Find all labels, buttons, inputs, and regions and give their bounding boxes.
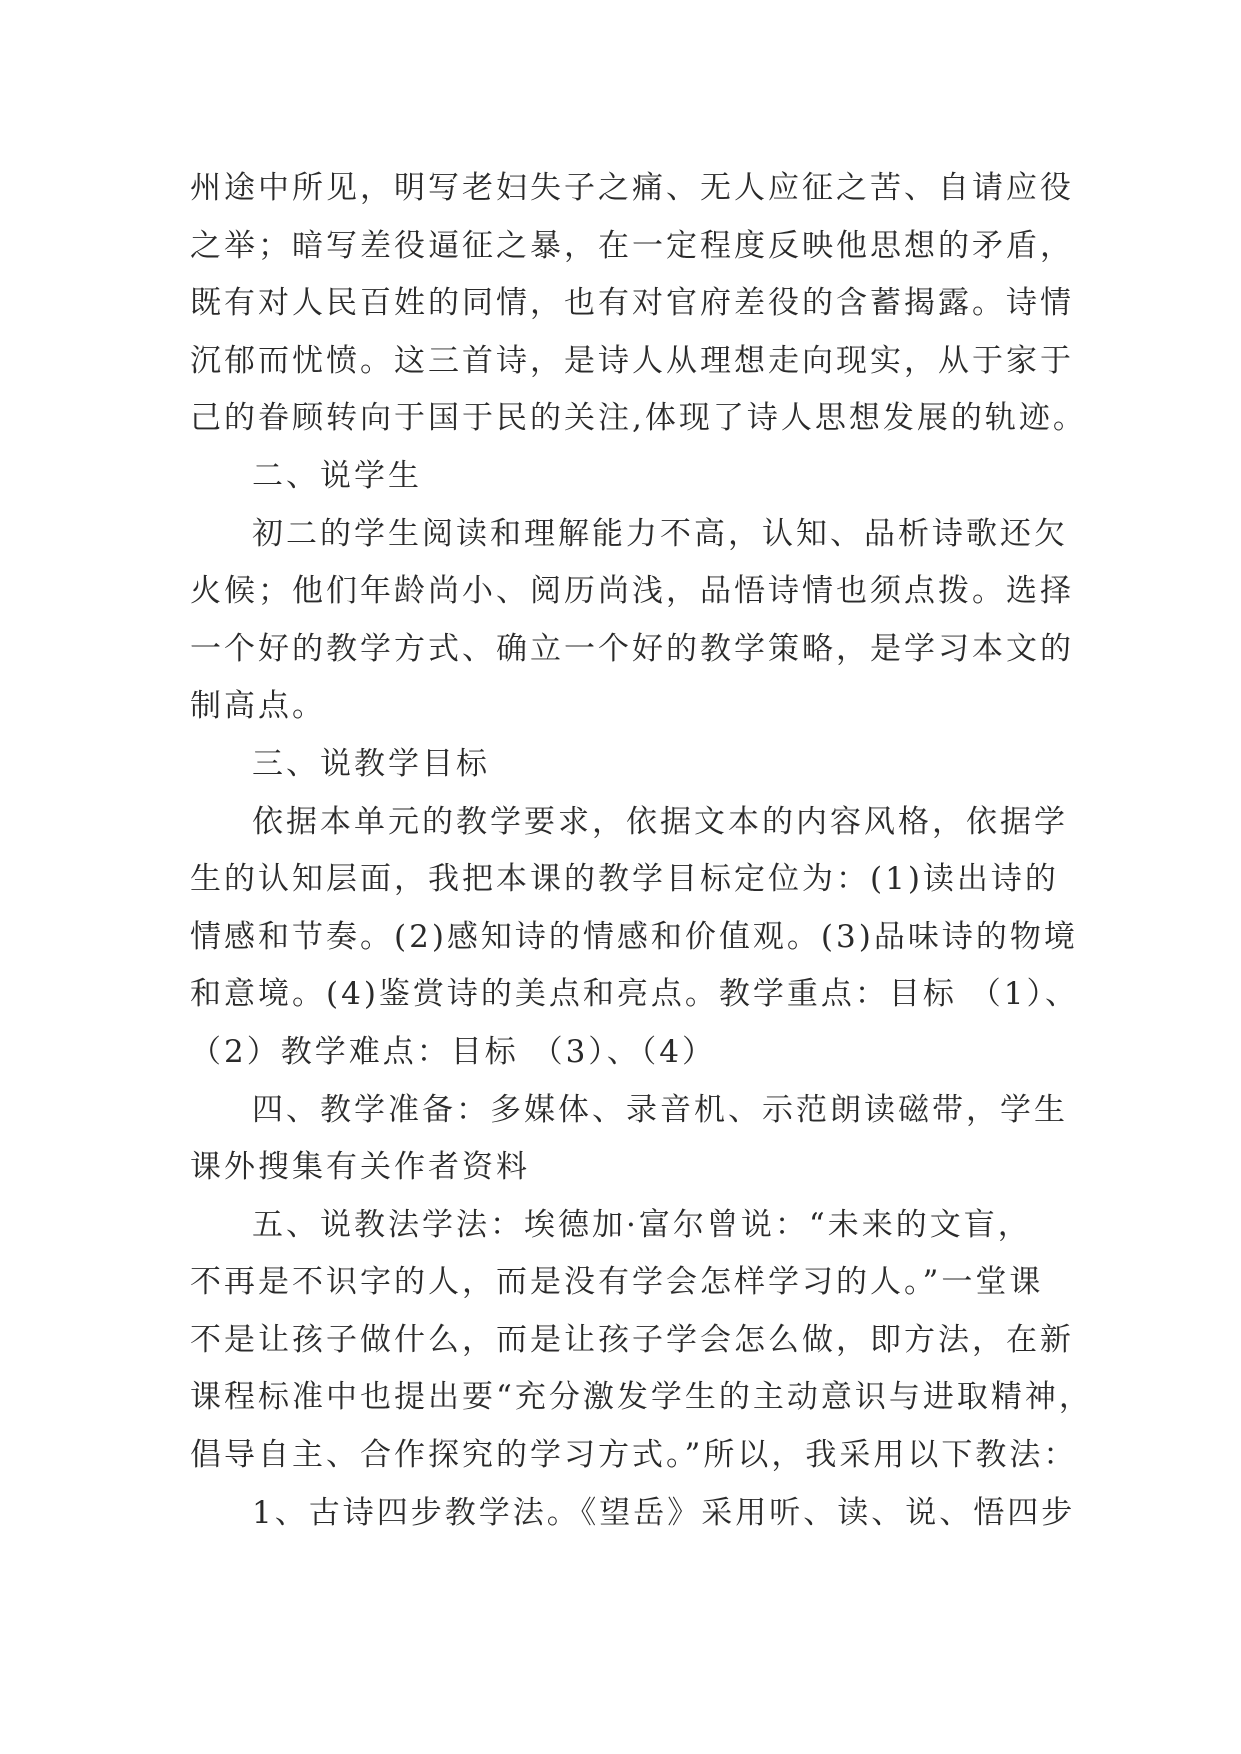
- list-item-method-1: 1、古诗四步教学法。《望岳》采用听、读、说、悟四步: [252, 1494, 1076, 1531]
- section-heading-students: 二、说学生: [252, 457, 422, 494]
- text-line: 火候；他们年龄尚小、阅历尚浅，品悟诗情也须点拨。选择: [190, 573, 1074, 610]
- text-line: 不再是不识字的人，而是没有学会怎样学习的人。”一堂课: [190, 1264, 1044, 1301]
- text-line: 和意境。(4)鉴赏诗的美点和亮点。教学重点：目标 （1）、: [190, 976, 1079, 1013]
- text-line: 情感和节奏。(2)感知诗的情感和价值观。(3)品味诗的物境: [190, 918, 1078, 955]
- text-line: 课程标准中也提出要“充分激发学生的主动意识与进取精神，: [190, 1379, 1093, 1416]
- text-line: 一个好的教学方式、确立一个好的教学策略，是学习本文的: [190, 630, 1074, 667]
- text-line: 制高点。: [190, 688, 326, 725]
- section-heading-preparation: 四、教学准备：多媒体、录音机、示范朗读磁带，学生: [252, 1091, 1068, 1128]
- text-line: 依据本单元的教学要求，依据文本的内容风格，依据学: [252, 803, 1068, 840]
- text-line: 己的眷顾转向于国于民的关注,体现了诗人思想发展的轨迹。: [190, 400, 1087, 437]
- text-line: 初二的学生阅读和理解能力不高，认知、品析诗歌还欠: [252, 515, 1068, 552]
- text-line: 既有对人民百姓的同情，也有对官府差役的含蓄揭露。诗情: [190, 285, 1074, 322]
- text-line: （2）教学难点：目标 （3）、（4）: [190, 1033, 717, 1070]
- text-line: 之举；暗写差役逼征之暴，在一定程度反映他思想的矛盾，: [190, 227, 1074, 264]
- text-line: 课外搜集有关作者资料: [190, 1149, 530, 1186]
- document-body: [190, 160, 1093, 1542]
- text-line: 倡导自主、合作探究的学习方式。”所以，我采用以下教法：: [190, 1437, 1078, 1474]
- text-line: 生的认知层面，我把本课的教学目标定位为：(1)读出诗的: [190, 861, 1059, 898]
- section-heading-objectives: 三、说教学目标: [252, 745, 490, 782]
- text-line: 不是让孩子做什么，而是让孩子学会怎么做，即方法，在新: [190, 1321, 1074, 1358]
- text-line: 沉郁而忧愤。这三首诗，是诗人从理想走向现实，从于家于: [190, 342, 1074, 379]
- text-line: 州途中所见，明写老妇失子之痛、无人应征之苦、自请应役: [190, 170, 1074, 206]
- section-heading-methods: 五、说教法学法：埃德加·富尔曾说：“未来的文盲，: [252, 1206, 1032, 1243]
